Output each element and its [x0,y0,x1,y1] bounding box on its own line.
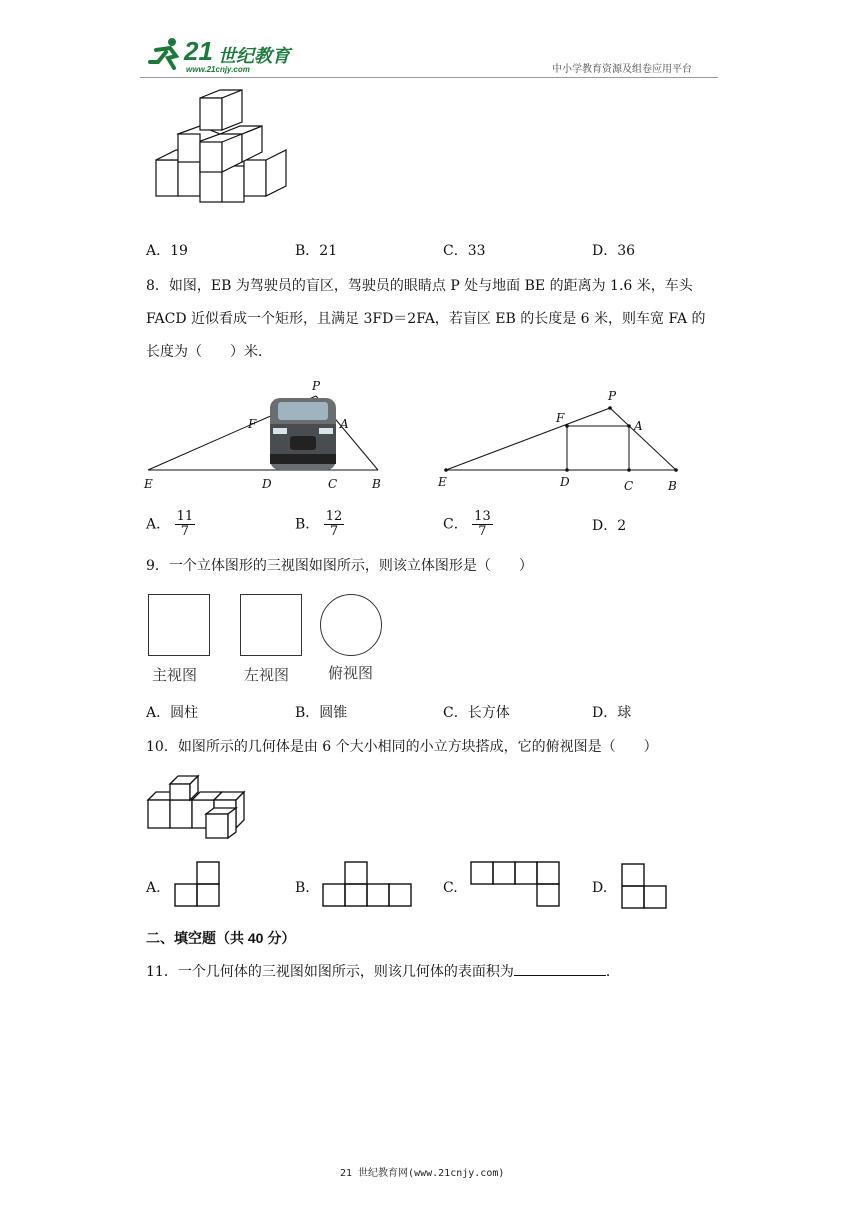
logo-number: 21 [184,36,213,66]
runner-logo-icon [146,36,186,70]
q10-option-b[interactable] [295,860,425,912]
fig2-label-b: B [668,479,677,493]
fraction-12-7 [324,510,345,539]
platform-slogan: 中小学教育资源及组卷应用平台 [552,64,692,75]
option-a-prefix: A． [146,516,171,533]
q7-option-d[interactable]: D．36 [592,243,636,259]
q7-option-b[interactable]: B．21 [295,243,338,259]
fraction-numerator: 13 [474,509,491,524]
q7-option-a[interactable]: A．19 [146,243,188,259]
fig2-label-c: C [624,479,634,493]
q10-option-c-view [469,860,565,912]
q9-top-view [320,594,382,656]
q10-option-d-view [618,860,670,912]
fraction-denominator: 7 [180,524,189,539]
q11-stem: 11．一个几何体的三视图如图所示，则该几何体的表面积为 [146,964,514,980]
q8-car-figure [140,376,390,492]
q9-option-b[interactable]: B．圆锥 [295,705,348,721]
q9-option-a[interactable]: A．圆柱 [146,705,199,721]
q9-top-view-label: 俯视图 [328,665,374,682]
fig1-label-d: D [262,477,272,491]
fig1-label-a: A [340,417,349,431]
fraction-13-7 [472,510,493,539]
fraction-numerator: 12 [325,509,343,524]
fraction-denominator: 7 [329,524,339,539]
footer-text: 21 世纪教育网(www.21cnjy.com) [340,1168,505,1179]
option-label: B. [295,880,310,896]
q7-cube-stack-figure [150,86,300,222]
q11-answer-blank[interactable] [514,961,606,976]
q8-option-c[interactable] [443,510,493,539]
option-d-value: 2 [617,518,627,534]
fig1-label-f: F [248,417,257,431]
fraction-denominator: 7 [478,524,487,539]
header [140,30,720,80]
q8-stem-line2: FACD 近似看成一个矩形，且满足 3FD＝2FA，若盲区 EB 的长度是 6 米，则车宽 FA 的 [146,311,706,327]
q9-front-view [148,594,210,656]
q8-stem-line1: 8．如图，EB 为驾驶员的盲区，驾驶员的眼睛点 P 处与地面 BE 的距离为 1.6 米，车头 [146,278,693,294]
q9-front-view-label: 主视图 [152,667,198,684]
q10-option-a[interactable] [146,860,236,912]
q8-option-a[interactable] [146,510,195,539]
q11-end: ． [605,964,620,980]
fig1-label-c: C [328,477,338,491]
logo-url: www.21cnjy.com [186,65,250,74]
logo-text: 世纪教育 [218,46,290,66]
option-b-prefix: B． [295,516,320,533]
fig2-label-p: P [608,389,617,403]
q8-option-d[interactable] [592,516,626,536]
q8-geometry-figure [430,384,690,494]
option-c-prefix: C． [443,516,468,533]
option-label: C. [443,880,458,896]
option-d-prefix: D． [592,518,618,534]
option-label: A. [146,880,161,896]
q9-option-c[interactable]: C．长方体 [443,705,510,721]
option-label: D. [592,880,608,896]
q8-option-b[interactable] [295,510,344,539]
q10-option-a-view [173,860,223,912]
header-divider [140,77,718,78]
fraction-11-7 [175,510,196,539]
fig2-label-a: A [634,419,643,433]
fig2-label-e: E [438,475,447,489]
fig2-label-f: F [556,411,565,425]
q10-option-c[interactable] [443,860,573,912]
q10-option-b-view [321,860,417,912]
car-icon [270,398,336,470]
q8-stem-line3: 长度为（ ）米． [146,344,272,360]
q10-cube-figure [144,774,248,840]
q10-stem: 10．如图所示的几何体是由 6 个大小相同的小立方块搭成，它的俯视图是（ ） [146,739,658,755]
q9-stem: 9．一个立体图形的三视图如图所示，则该立体图形是（ ） [146,558,533,574]
q7-option-c[interactable]: C．33 [443,243,486,259]
fig2-label-d: D [560,475,570,489]
fig1-label-e: E [144,477,153,491]
q10-option-d[interactable] [592,860,682,912]
fraction-numerator: 11 [176,509,194,524]
q11-stem-line [146,961,620,982]
section-2-title: 二、填空题（共 40 分） [146,930,296,946]
q9-option-d[interactable]: D．球 [592,705,632,721]
q9-side-view-label: 左视图 [244,667,290,684]
fig1-label-p: P [312,379,321,393]
fig1-label-b: B [372,477,381,491]
q9-side-view [240,594,302,656]
